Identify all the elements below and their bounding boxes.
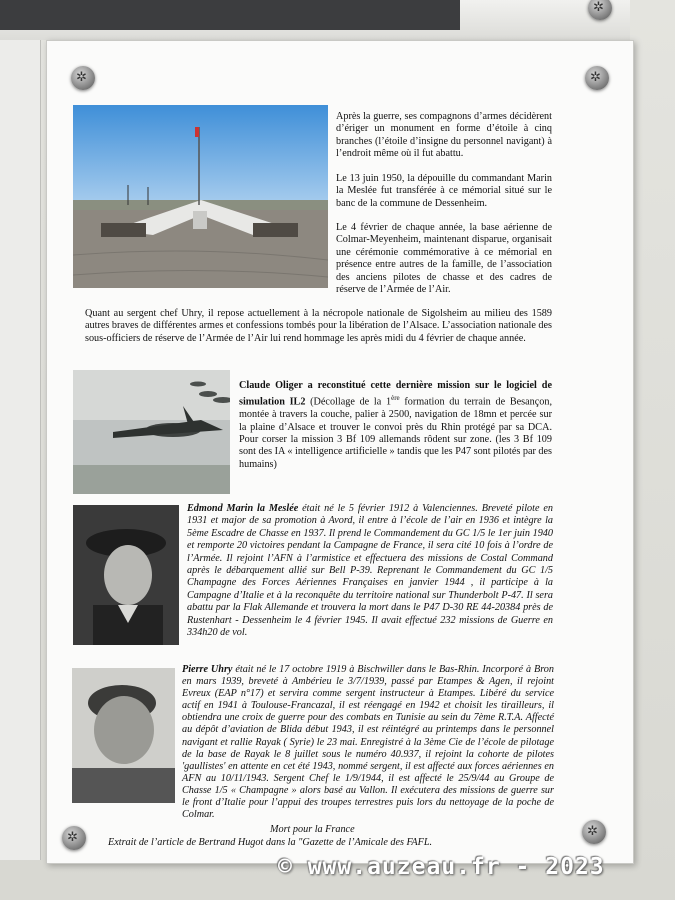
uhry-name: Pierre Uhry	[182, 664, 233, 675]
footer-source: Extrait de l’article de Bertrand Hugot dans la "Gazette de l’Amicale des FAFL.	[108, 837, 433, 848]
marin-bio: était né le 5 février 1912 à Valenciennes. Breveté pilote en 1931 et major de sa promotion à Avord, il entre à l’école de l’air en 1936 et intègre la 5ème Escadre de Chasse en 1937. Il prend le Commandement du GC 1/5 le 1er juin 1940 et remporte 20 victoires pendant la Campagne de France, il sera cité 10 fois à l’ordre de l’Armée. Il rejoint l’AFN à l’armistice et effectuera des missions de Costal Command après le débarquement allié sur Bell P-39. Reprenant le Commandement du GC 1/5 Champagne des Forces Aériennes Françaises en janvier 1944 , il participe à la Campagne d’Italie et à la reconquête du territoire national sur Thunderbolt P-47. Il sera abattu par la Flak Allemande et trouvera la mort dans le P47 D-30 RE 44-20384 près de Rustenhart - Dessenheim le 4 février 1945. Il avait effectué 232 missions de Guerre en 334h20 de vol.	[187, 503, 554, 639]
screw-icon	[71, 66, 95, 90]
footer-death-note: Mort pour la France	[270, 824, 355, 835]
adjacent-panel-edge	[0, 40, 41, 860]
marin-portrait-drawing	[73, 505, 179, 645]
paragraph-transfer: Le 13 juin 1950, la dépouille du commandant Marin la Meslée fut transférée à ce mémorial situé sur le banc de la commune de Dessenheim.	[336, 173, 552, 209]
il2-simulation-screenshot	[73, 370, 230, 494]
marin-name: Edmond Marin la Meslée	[187, 503, 299, 514]
uhry-bio: était né le 17 octobre 1919 à Bischwiller dans le Bas-Rhin. Incorporé à Bron en mars 1939, breveté à Ambérieu le 3/7/1939, passé par Etampes & Agen, il rejoint Evreux (EAP n°17) et servira comme sergent instructeur à Etampes. Libéré du service actif en 1941 à Toulouse-Francazal, il est réengagé en 1942 et choisit les tirailleurs, il obtiendra une croix de guerre pour des combats en Tunisie au sein du 7ème R.T.A. Affecté au dépôt d’aviation de Blida début 1943, il est réintégré au printemps dans le personnel navigant et rallie Rayak ( Syrie) le 23 mai. Enregistré à la 3ème Cie de l’école de pilotage de la base de Rayak le 8 juillet sous le numéro 40.937, il rejoint la cohorte de pilotes 'gaullistes' en attente en cet été 1943, nommé sergent, il est affecté aux forces aériennes en AFN au 10/11/1943. Sergent Chef le 1/9/1944, il est affecté le 25/9/44 au Groupe de Chasse 1/5 « Champagne » alors basé au Vallon. Il exécutera des missions de guerre sur le front d’Italie pour l’appui des troupes terrestres puis lors du nettoyage de la poche de Colmar.	[182, 664, 554, 821]
screw-icon	[585, 66, 609, 90]
oliger-text-a: (Décollage de la 1	[305, 396, 392, 408]
oliger-text-b: formation du terrain de Besançon, montée à travers la couche, palier à 2500, navigation de 18mn et percée sur la plaine d’Alsace et trouver le convoi près du Rhin protégé par sa DCA. Pour corser la mission 3 Bf 109 allemands rôdent sur zone. (les 3 Bf 109 sont des IA « intelligence artificielle » tandis que les P47 sont pilotés par des humains)	[239, 396, 552, 470]
monument-photo	[73, 105, 328, 288]
pierre-uhry-portrait	[72, 668, 175, 803]
paragraph-uhry	[182, 664, 554, 821]
upper-plaque-dark-band	[0, 0, 460, 30]
screw-icon	[582, 820, 606, 844]
uhry-portrait-drawing	[72, 668, 175, 803]
paragraph-uhry-burial: Quant au sergent chef Uhry, il repose actuellement à la nécropole nationale de Sigolsheim au milieu des 1589 autres braves de différentes armes et confessions tombés pour la libération de l’Alsace. L’association nationale des sous-officiers de réserve de l’Armée de l’Air lui rend hommage les après midi du 4 février de chaque année.	[85, 308, 552, 344]
oliger-heading: Claude Oliger a reconstitué cette dernière mission sur le logiciel de simulation IL2	[239, 380, 552, 408]
paragraph-monument: Après la guerre, ses compagnons d’armes décidèrent d’ériger un monument en forme d’étoile à cinq branches (l’étoile d’insigne du personnel navigant) à l’endroit même où il fut abattu.	[336, 111, 552, 160]
monument-photo-drawing	[73, 105, 328, 288]
screw-icon	[62, 826, 86, 850]
marin-la-meslee-portrait	[73, 505, 179, 645]
paragraph-marin	[187, 503, 553, 639]
il2-simulation-drawing	[73, 370, 230, 494]
oliger-sup: ère	[391, 394, 400, 403]
paragraph-oliger	[239, 380, 552, 471]
paragraph-ceremony: Le 4 février de chaque année, la base aérienne de Colmar-Meyenheim, maintenant disparue, organisait une cérémonie commémorative à ce mémorial en présence entre autres de la famille, de l’association des anciens pilotes de chasse et des cadres de réserve de l’Armée de l’Air.	[336, 222, 552, 296]
copyright-watermark: © www.auzeau.fr - 2023	[278, 854, 605, 880]
